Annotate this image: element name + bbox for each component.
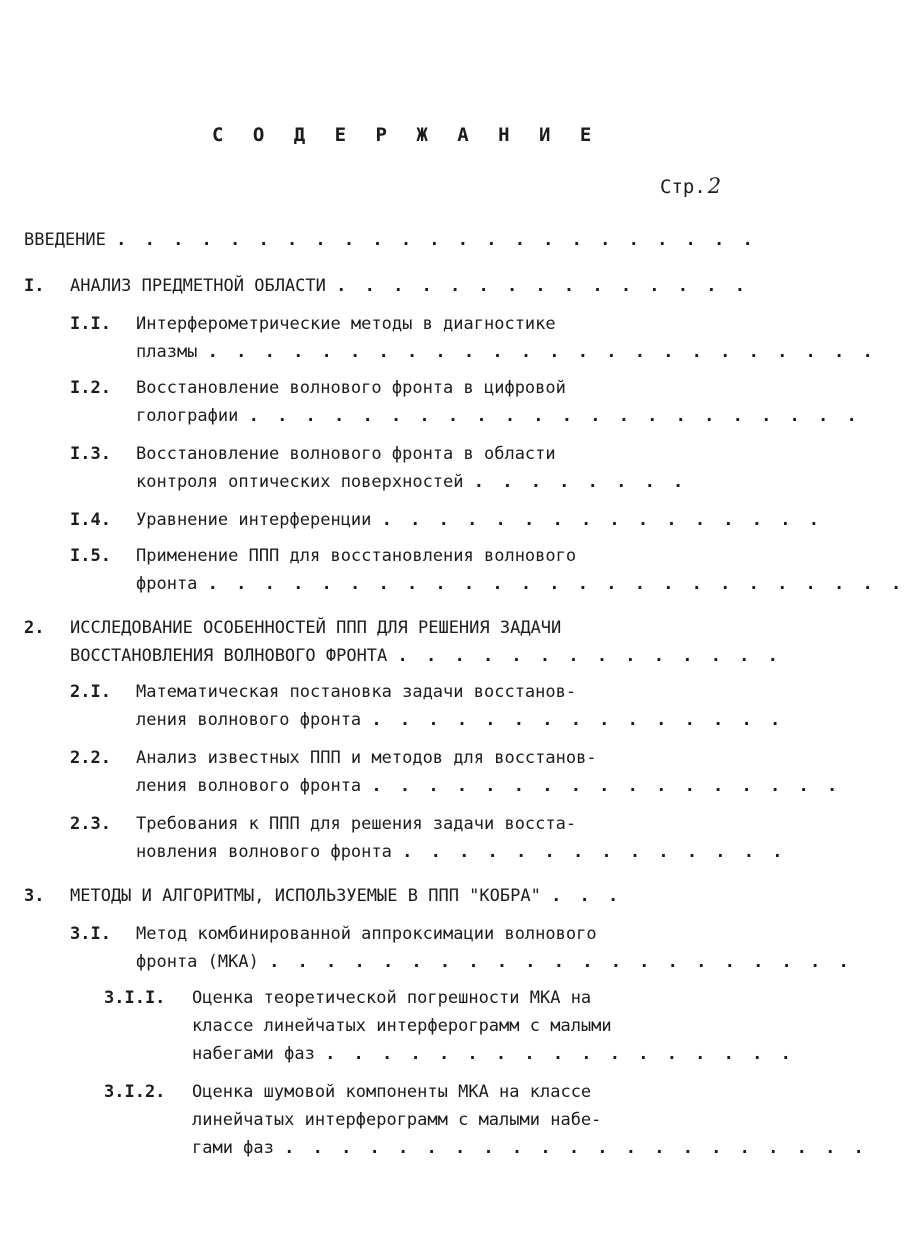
toc-leader-dots: . . . bbox=[551, 886, 623, 906]
toc-entry-section-2-line1: ИССЛЕДОВАНИЕ ОСОБЕННОСТЕЙ ППП ДЛЯ РЕШЕНИЯ ЗАДАЧИ bbox=[70, 618, 562, 638]
toc-number: 3.I. bbox=[70, 924, 111, 944]
toc-entry-text: ления волнового фронта bbox=[136, 776, 362, 796]
toc-number: 3.I.I. bbox=[104, 988, 166, 1008]
toc-entry-2-3-line1: Требования к ППП для решения задачи восста- bbox=[136, 814, 577, 834]
toc-entry-text: ВВЕДЕНИЕ bbox=[24, 230, 106, 250]
toc-leader-dots: . . . . . . . . . . . . . . . . . bbox=[371, 776, 842, 796]
toc-entry-1-5-line2 bbox=[136, 570, 905, 598]
toc-entry-section-1 bbox=[70, 272, 749, 300]
toc-leader-dots: . . . . . . . . . . . . . . . . . . . . . bbox=[269, 952, 853, 972]
toc-entry-1-3-line1: Восстановление волнового фронта в области bbox=[136, 444, 556, 464]
toc-leader-dots: . . . . . . . . . . . . . . . . bbox=[381, 510, 823, 530]
toc-entry-2-2-line2 bbox=[136, 772, 841, 800]
toc-number: 2. bbox=[24, 618, 45, 638]
toc-number: I.5. bbox=[70, 546, 111, 566]
page-number-handwritten: 2 bbox=[707, 174, 722, 198]
toc-entry-3-1-1-line2: классе линейчатых интерферограмм с малыми bbox=[192, 1016, 612, 1036]
toc-entry-text: контроля оптических поверхностей bbox=[136, 472, 464, 492]
toc-entry-3-1-2-line3 bbox=[192, 1134, 868, 1162]
toc-entry-text: фронта bbox=[136, 574, 198, 594]
toc-entry-text: Уравнение интерференции bbox=[136, 510, 372, 530]
toc-entry-1-2-line1: Восстановление волнового фронта в цифровой bbox=[136, 378, 566, 398]
toc-number: I.2. bbox=[70, 378, 111, 398]
toc-entry-text: голографии bbox=[136, 406, 239, 426]
toc-number: I.3. bbox=[70, 444, 111, 464]
toc-entry-2-1-line2 bbox=[136, 706, 784, 734]
toc-entry-text: гами фаз bbox=[192, 1138, 274, 1158]
toc-entry-section-2-line2 bbox=[70, 642, 782, 670]
toc-number: 3.I.2. bbox=[104, 1082, 166, 1102]
toc-leader-dots: . . . . . . . . . . . . . . . . . . . . . bbox=[284, 1138, 868, 1158]
toc-entry-2-3-line2 bbox=[136, 838, 786, 866]
toc-entry-1-4 bbox=[136, 506, 823, 534]
toc-leader-dots: . . . . . . . . . . . . . . . . . . . . . . bbox=[248, 406, 861, 426]
toc-number: I. bbox=[24, 276, 45, 296]
page-title: С О Д Е Р Ж А Н И Е bbox=[212, 124, 601, 146]
toc-number: I.I. bbox=[70, 314, 111, 334]
toc-leader-dots: . . . . . . . . . . . . . . . . . . . . . . . bbox=[116, 230, 757, 250]
toc-entry-text: плазмы bbox=[136, 342, 198, 362]
toc-entry-1-2-line2 bbox=[136, 402, 861, 430]
toc-entry-3-1-1-line3 bbox=[192, 1040, 795, 1068]
toc-leader-dots: . . . . . . . . bbox=[473, 472, 688, 492]
toc-entry-3-1-2-line2: линейчатых интерферограмм с малыми набе- bbox=[192, 1110, 602, 1130]
toc-number: 2.2. bbox=[70, 748, 111, 768]
toc-leader-dots: . . . . . . . . . . . . . . . bbox=[336, 276, 749, 296]
toc-entry-text: ВОССТАНОВЛЕНИЯ ВОЛНОВОГО ФРОНТА bbox=[70, 646, 388, 666]
toc-entry-intro bbox=[24, 226, 757, 254]
toc-entry-section-3 bbox=[70, 882, 622, 910]
toc-number: 3. bbox=[24, 886, 45, 906]
toc-entry-1-1-line2 bbox=[136, 338, 877, 366]
toc-entry-text: АНАЛИЗ ПРЕДМЕТНОЙ ОБЛАСТИ bbox=[70, 276, 326, 296]
toc-entry-1-5-line1: Применение ППП для восстановления волнового bbox=[136, 546, 577, 566]
toc-entry-text: ления волнового фронта bbox=[136, 710, 362, 730]
toc-entry-2-1-line1: Математическая постановка задачи восстанов- bbox=[136, 682, 577, 702]
toc-number: 2.3. bbox=[70, 814, 111, 834]
toc-leader-dots: . . . . . . . . . . . . . . . bbox=[371, 710, 785, 730]
page-number-label bbox=[660, 174, 721, 198]
toc-entry-text: набегами фаз bbox=[192, 1044, 315, 1064]
toc-entry-3-1-2-line1: Оценка шумовой компоненты МКА на классе bbox=[192, 1082, 592, 1102]
toc-entry-text: фронта (МКА) bbox=[136, 952, 259, 972]
toc-leader-dots: . . . . . . . . . . . . . . . . . . . . . . . . bbox=[207, 342, 877, 362]
toc-entry-3-1-1-line1: Оценка теоретической погрешности МКА на bbox=[192, 988, 592, 1008]
toc-number: I.4. bbox=[70, 510, 111, 530]
toc-entry-2-2-line1: Анализ известных ППП и методов для восстанов- bbox=[136, 748, 597, 768]
toc-entry-3-1-line1: Метод комбинированной аппроксимации волнового bbox=[136, 924, 597, 944]
toc-leader-dots: . . . . . . . . . . . . . . bbox=[402, 842, 787, 862]
toc-entry-text: новления волнового фронта bbox=[136, 842, 392, 862]
toc-entry-1-3-line2 bbox=[136, 468, 687, 496]
page-label-text: Стр. bbox=[660, 176, 706, 198]
toc-number: 2.I. bbox=[70, 682, 111, 702]
toc-leader-dots: . . . . . . . . . . . . . . . . . bbox=[325, 1044, 795, 1064]
toc-leader-dots: . . . . . . . . . . . . . . . . . . . . . . . . . bbox=[207, 574, 905, 594]
toc-entry-text: МЕТОДЫ И АЛГОРИТМЫ, ИСПОЛЬЗУЕМЫЕ В ППП "КОБРА" bbox=[70, 886, 541, 906]
toc-leader-dots: . . . . . . . . . . . . . . bbox=[397, 646, 782, 666]
toc-entry-3-1-line2 bbox=[136, 948, 853, 976]
toc-entry-1-1-line1: Интерферометрические методы в диагностике bbox=[136, 314, 556, 334]
